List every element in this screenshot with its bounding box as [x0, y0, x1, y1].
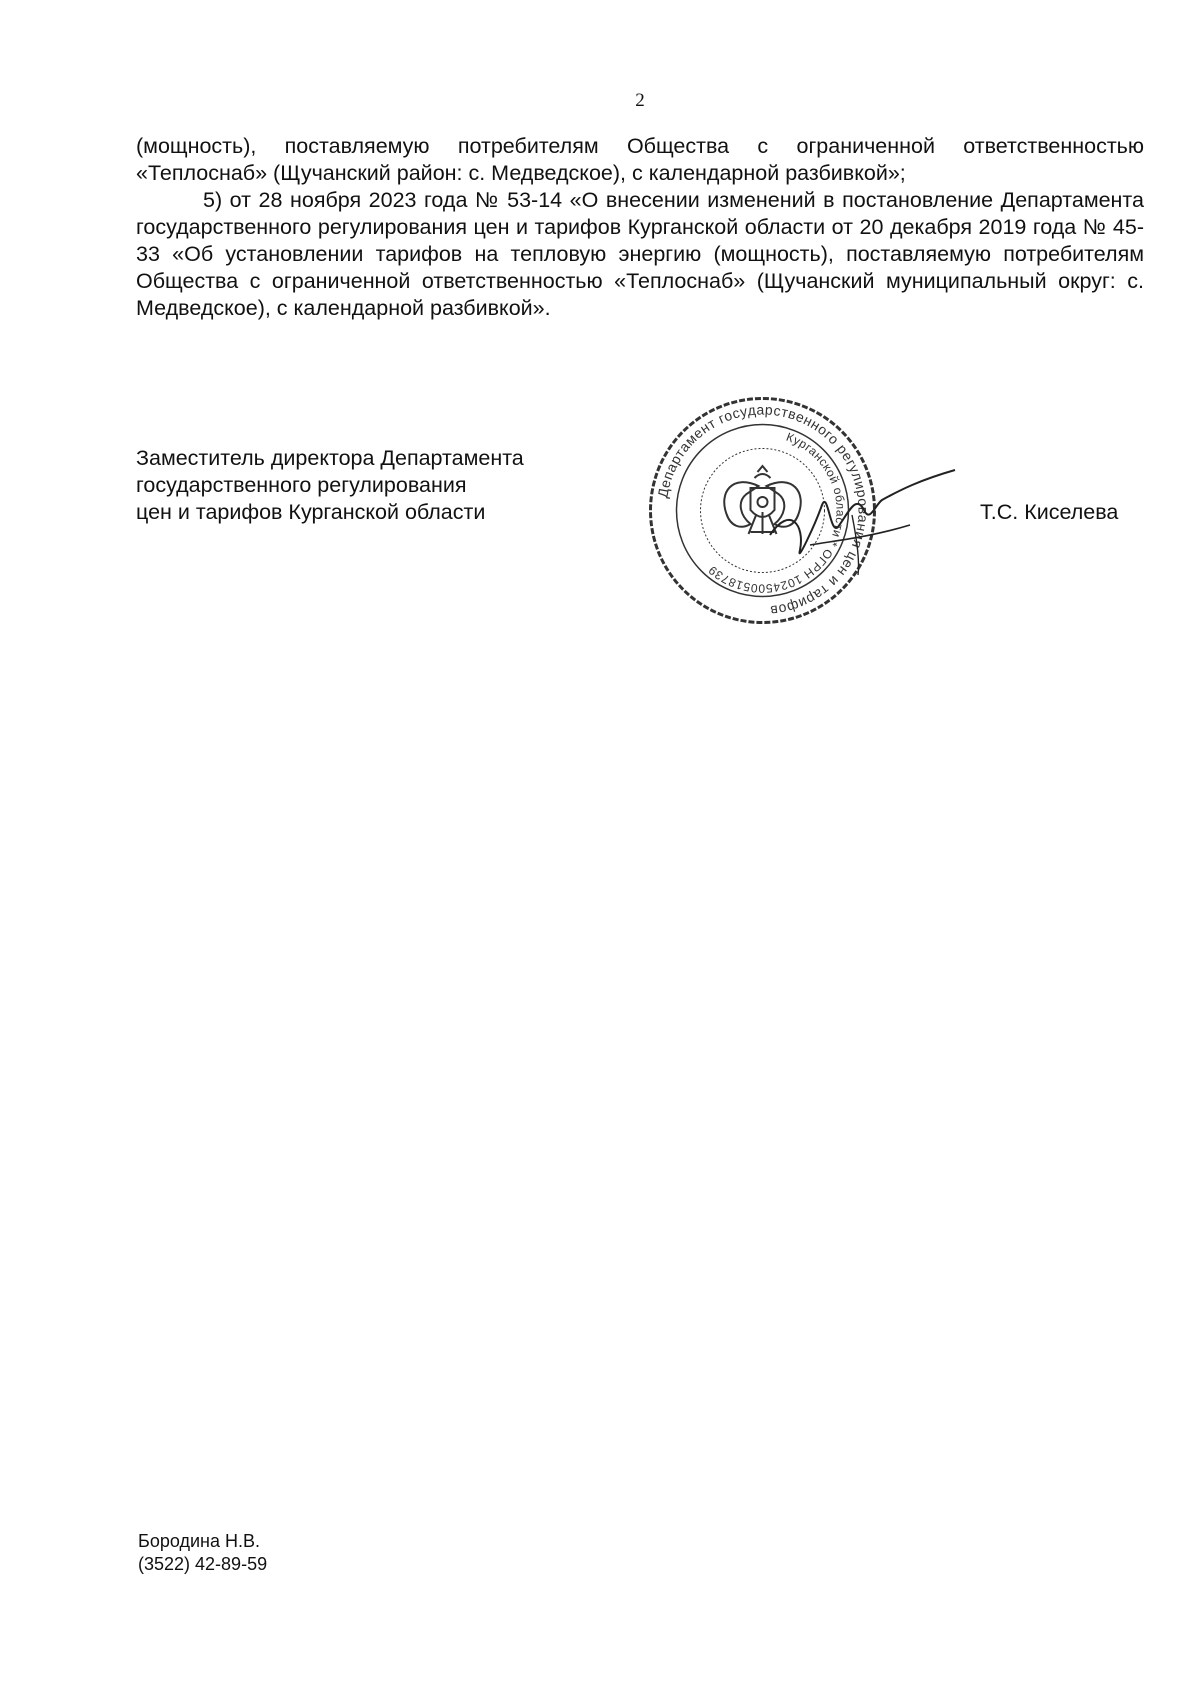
signer-name: Т.С. Киселева — [980, 500, 1119, 524]
paragraph-continuation: (мощность), поставляемую потребителям Общества с ограниченной ответственностью «Теплоснаб» (Щучанский район: с. Медведское), с календарной разбивкой»; — [136, 134, 1144, 185]
executor-block — [138, 1530, 267, 1576]
signer-title-line: государственного регулирования — [136, 473, 467, 497]
stamp-inner-textpath: Курганской области * ОГРН 1024500518739 — [705, 429, 848, 596]
stamp-outer-textpath: Департамент государственного регулирования цен и тарифов — [654, 401, 872, 620]
executor-phone: (3522) 42-89-59 — [138, 1554, 268, 1574]
executor-name: Бородина Н.В. — [138, 1531, 260, 1551]
body-text — [136, 133, 1144, 322]
page-number: 2 — [635, 90, 645, 111]
handwritten-signature — [760, 465, 960, 585]
paragraph-item-5: 5) от 28 ноября 2023 года № 53-14 «О внесении изменений в постановление Департамента государственного регулирования цен и тарифов Курганской области от 20 декабря 2019 года № 45-33 «Об установлении тарифов на тепловую энергию (мощность), поставляемую потребителям Общества с ограниченной ответственностью «Теплоснаб» (Щучанский муниципальный округ: с. Медведское), с календарной разбивкой». — [136, 188, 1144, 320]
signer-title-line: цен и тарифов Курганской области — [136, 500, 486, 524]
signer-title — [136, 445, 606, 526]
signer-title-line: Заместитель директора Департамента — [136, 446, 524, 470]
